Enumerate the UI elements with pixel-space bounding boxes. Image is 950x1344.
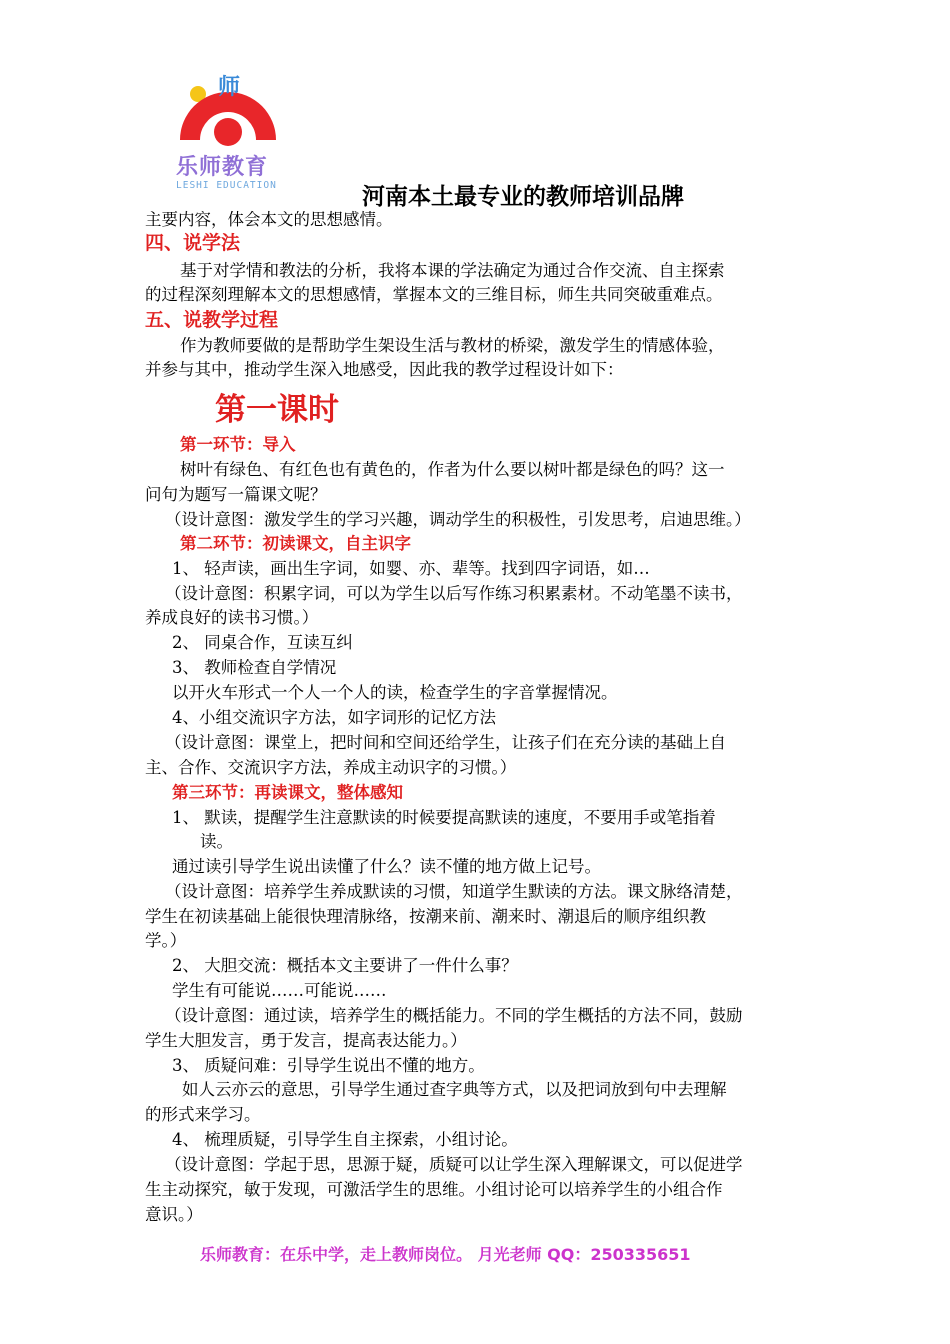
text-line: （设计意图：培养学生养成默读的习惯，知道学生默读的方法。课文脉络清楚， — [165, 882, 743, 901]
step-heading-3: 第三环节：再读课文，整体感知 — [172, 783, 403, 802]
text-line: 4、 梳理质疑，引导学生自主探索，小组讨论。 — [172, 1130, 518, 1149]
text-line: 的形式来学习。 — [145, 1105, 261, 1124]
text-line: 主要内容，体会本文的思想感情。 — [145, 210, 393, 229]
text-line: 意识。） — [145, 1205, 203, 1224]
text-line: 学生有可能说……可能说…… — [172, 981, 387, 1000]
text-line: （设计意图：通过读，培养学生的概括能力。不同的学生概括的方法不同，鼓励 — [165, 1006, 743, 1025]
text-line: 并参与其中，推动学生深入地感受，因此我的教学过程设计如下： — [145, 360, 624, 379]
logo-english: LESHI EDUCATION — [176, 180, 277, 191]
text-line: 主、合作、交流识字方法，养成主动识字的习惯。） — [145, 758, 517, 777]
text-line: 3、 质疑问难：引导学生说出不懂的地方。 — [172, 1056, 485, 1075]
text-line: 4、小组交流识字方法，如字词形的记忆方法 — [172, 708, 496, 727]
text-line: 1、 轻声读，画出生字词，如婴、亦、辈等。找到四字词语，如… — [172, 559, 650, 578]
text-line: 问句为题写一篇课文呢？ — [145, 485, 327, 504]
text-line: 作为教师要做的是帮助学生架设生活与教材的桥梁，激发学生的情感体验， — [180, 336, 725, 355]
section-heading-5: 五、说教学过程 — [145, 309, 279, 331]
text-line: 树叶有绿色、有红色也有黄色的，作者为什么要以树叶都是绿色的吗？这一 — [180, 460, 725, 479]
logo-character: 师 — [218, 75, 241, 100]
text-line: （设计意图：积累字词，可以为学生以后写作练习积累素材。不动笔墨不读书， — [165, 584, 743, 603]
text-line: 以开火车形式一个人一个人的读，检查学生的字音掌握情况。 — [172, 683, 618, 702]
text-line: 的过程深刻理解本文的思想感情，掌握本文的三维目标，师生共同突破重难点。 — [145, 285, 723, 304]
lesson-title: 第一课时 — [215, 392, 339, 428]
text-line: 如人云亦云的意思，引导学生通过查字典等方式，以及把词放到句中去理解 — [182, 1080, 727, 1099]
text-line: （设计意图：课堂上，把时间和空间还给学生，让孩子们在充分读的基础上自 — [165, 733, 726, 752]
text-line: 学生大胆发言，勇于发言，提高表达能力。） — [145, 1031, 467, 1050]
header-slogan: 河南本土最专业的教师培训品牌 — [362, 183, 684, 210]
logo-name: 乐师教育 — [176, 155, 269, 180]
leshi-logo — [168, 72, 288, 196]
text-line: 学生在初读基础上能很快理清脉络，按潮来前、潮来时、潮退后的顺序组织教 — [145, 907, 706, 926]
text-line: 通过读引导学生说出读懂了什么？读不懂的地方做上记号。 — [172, 857, 601, 876]
text-line: （设计意图：激发学生的学习兴趣，调动学生的积极性，引发思考，启迪思维。） — [165, 510, 751, 529]
text-line: 学。） — [145, 931, 187, 950]
text-line: 读。 — [200, 832, 233, 851]
text-line: 1、 默读，提醒学生注意默读的时候要提高默读的速度，不要用手或笔指着 — [172, 808, 716, 827]
step-heading-2: 第二环节：初读课文，自主识字 — [180, 534, 411, 553]
text-line: （设计意图：学起于思，思源于疑，质疑可以让学生深入理解课文，可以促进学 — [165, 1155, 743, 1174]
text-line: 2、 同桌合作，互读互纠 — [172, 633, 353, 652]
text-line: 基于对学情和教法的分析，我将本课的学法确定为通过合作交流、自主探索 — [180, 261, 725, 280]
step-heading-1: 第一环节：导入 — [180, 435, 296, 454]
footer-text: 乐师教育：在乐中学，走上教师岗位。 月光老师 QQ：250335651 — [200, 1245, 691, 1264]
text-line: 养成良好的读书习惯。） — [145, 608, 319, 627]
text-line: 生主动探究，敏于发现，可激活学生的思维。小组讨论可以培养学生的小组合作 — [145, 1180, 723, 1199]
section-heading-4: 四、说学法 — [145, 232, 241, 254]
text-line: 2、 大胆交流：概括本文主要讲了一件什么事？ — [172, 956, 518, 975]
text-line: 3、 教师检查自学情况 — [172, 658, 337, 677]
